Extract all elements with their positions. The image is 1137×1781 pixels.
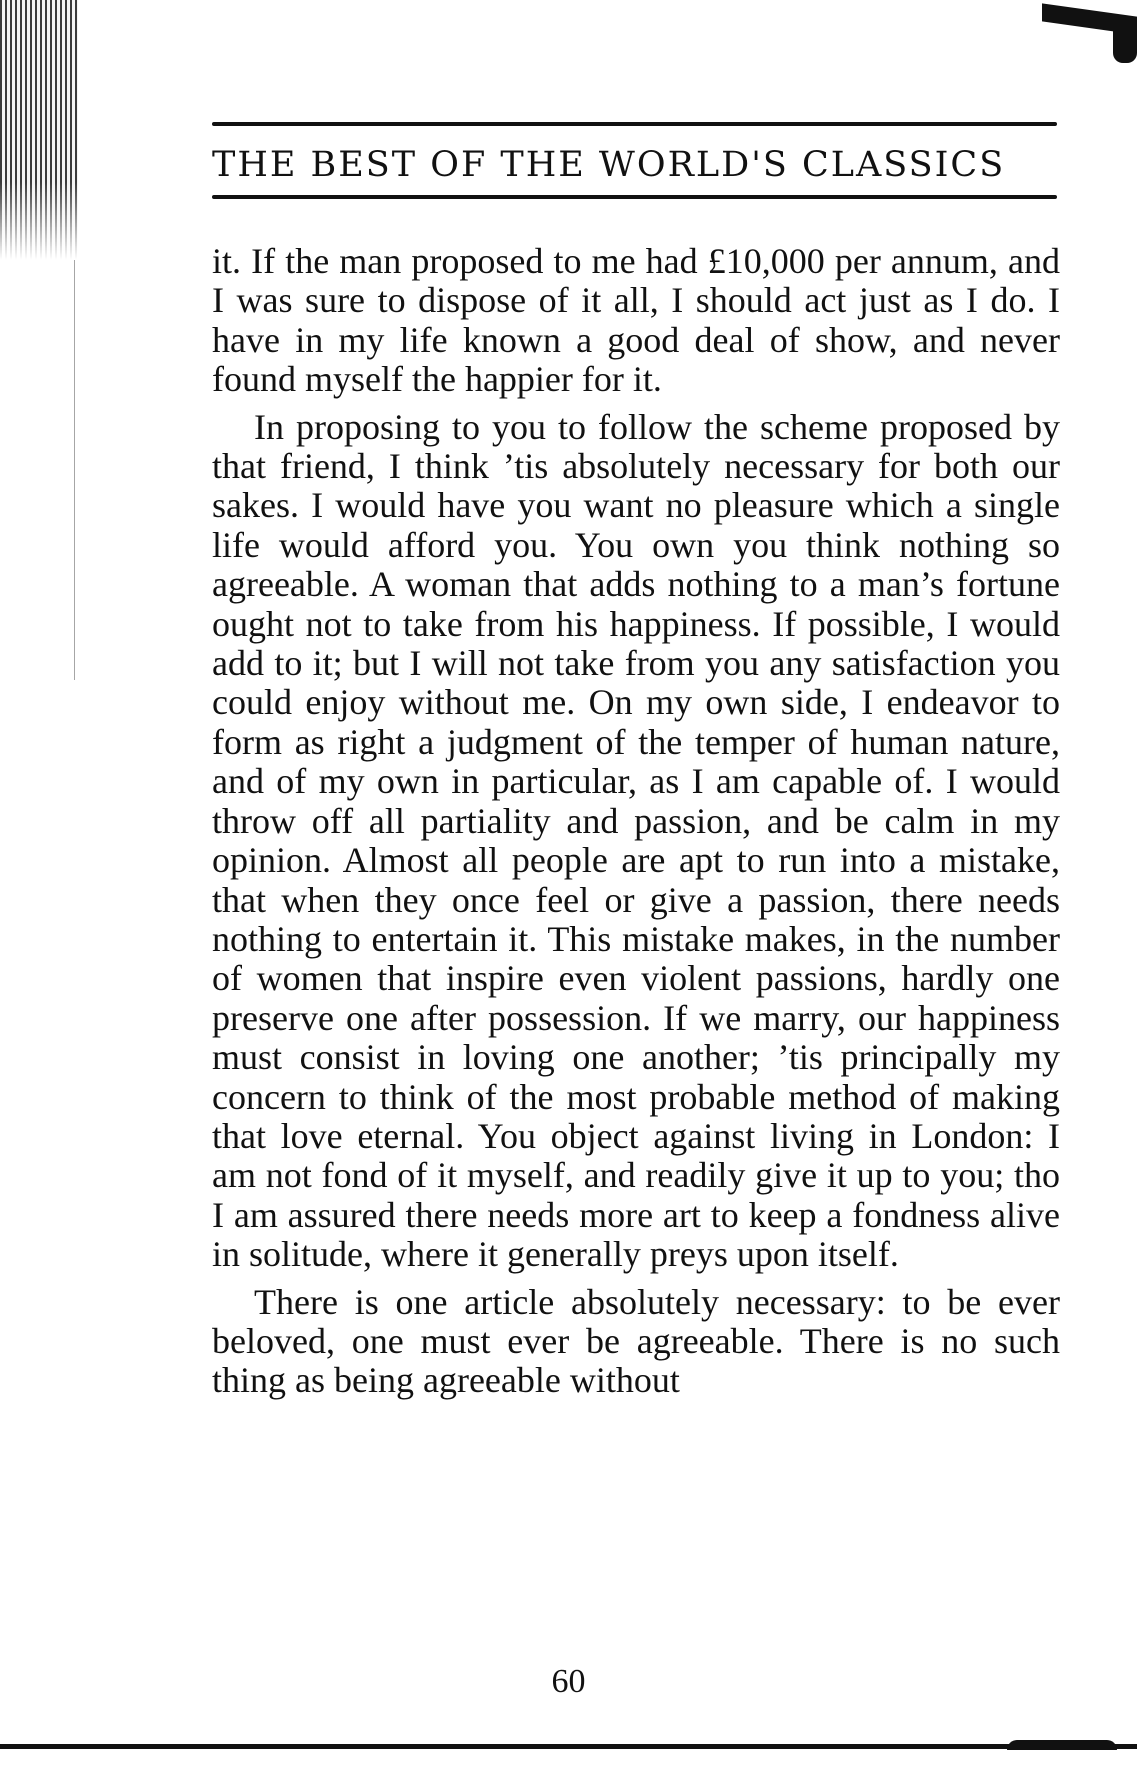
page-body <box>212 242 1060 1401</box>
page-bottom-rule <box>0 1744 1137 1749</box>
binding-edge-shadow <box>0 0 78 260</box>
page-number: 60 <box>551 1663 586 1700</box>
running-header <box>212 122 1057 199</box>
running-header-title: THE BEST OF THE WORLD'S CLASSICS <box>212 145 1006 185</box>
paragraph-3: There is one article absolutely necessary: to be ever beloved, one must ever be agreeable. There is no such thing as being agreeable without <box>212 1281 1060 1401</box>
binding-edge-line <box>74 260 75 680</box>
corner-tab-mark <box>1027 0 1137 80</box>
paragraph-2: In proposing to you to follow the scheme proposed by that friend, I think ’tis absolutely necessary for both our sakes. I would have you want no pleasure which a single life would afford you. You own you think nothing so agreeable. A woman that adds nothing to a man’s fortune ought not to take from his happiness. If possible, I would add to it; but I will not take from you any satisfaction you could enjoy without me. On my own side, I endeavor to form as right a judgment of the temper of human nature, and of my own in particular, as I am capable of. I would throw off all partiality and passion, and be calm in my opinion. Almost all people are apt to run into a mistake, that when they once feel or give a passion, there needs nothing to entertain it. This mistake makes, in the number of women that inspire even violent passions, hardly one preserve one after possession. If we marry, our happiness must consist in loving one another; ’tis principally my concern to think of the most probable method of making that love eternal. You object against living in London: I am not fond of it myself, and readily give it up to you; tho I am assured there needs more art to keep a fondness alive in solitude, where it generally preys upon itself. <box>212 406 1060 1275</box>
paragraph-1: it. If the man proposed to me had £10,000 per annum, and I was sure to dispose of it all, I should act just as I do. I have in my life known a good deal of show, and never found myself the happier for it. <box>212 241 1060 400</box>
header-rule-bottom <box>212 195 1057 199</box>
header-rule-top <box>212 122 1057 126</box>
